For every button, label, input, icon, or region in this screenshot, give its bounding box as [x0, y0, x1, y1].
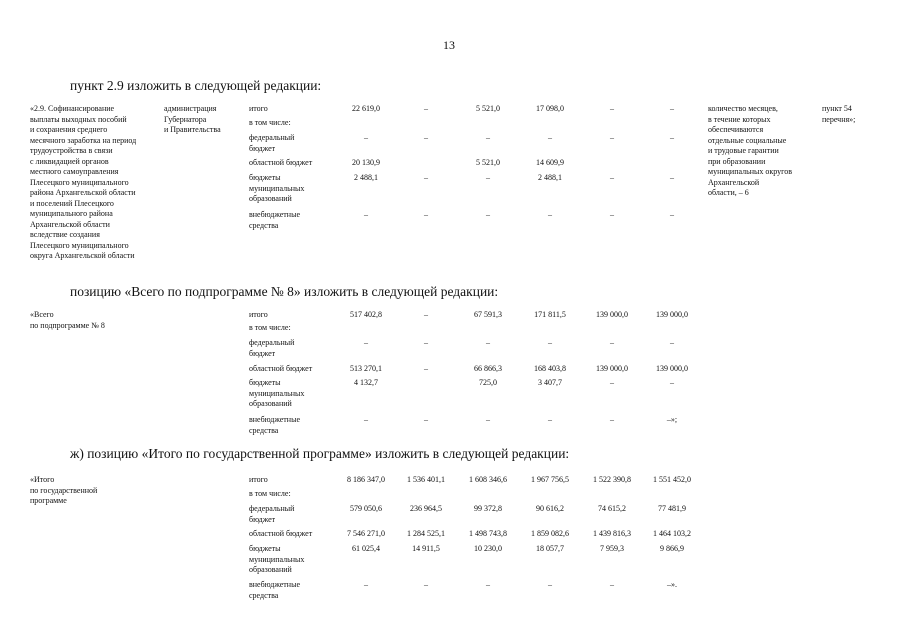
table-cell: –: [424, 104, 428, 113]
table-cell: 1 859 082,6: [531, 529, 569, 538]
table-cell: –: [610, 173, 614, 182]
row-label: в том числе:: [249, 323, 291, 332]
table-cell: 2 488,1: [538, 173, 562, 182]
table-cell: –: [364, 415, 368, 424]
table-cell: 139 000,0: [596, 364, 628, 373]
table-cell: 18 057,7: [536, 544, 564, 553]
program-item-description: «Итого по государственной программе: [30, 475, 98, 505]
table-cell: –: [670, 104, 674, 113]
table-cell: –: [610, 133, 614, 142]
table-cell: –: [424, 580, 428, 589]
table-cell: –: [670, 378, 674, 387]
table-cell: –: [364, 580, 368, 589]
table-cell: –: [670, 210, 674, 219]
table-cell: –: [486, 173, 490, 182]
row-label: областной бюджет: [249, 158, 313, 167]
table-cell: –».: [667, 580, 677, 589]
program-item-description: «Всего по подпрограмме № 8: [30, 310, 105, 330]
table-cell: 90 616,2: [536, 504, 564, 513]
table-cell: –: [364, 210, 368, 219]
table-cell: –: [548, 133, 552, 142]
table-cell: –: [610, 415, 614, 424]
row-label: бюджеты муниципальных образований: [249, 173, 305, 203]
table-cell: 1 967 756,5: [531, 475, 569, 484]
table-cell: 3 407,7: [538, 378, 562, 387]
table-cell: 2 488,1: [354, 173, 378, 182]
table-cell: –: [670, 338, 674, 347]
table-cell: –: [486, 133, 490, 142]
table-cell: 579 050,6: [350, 504, 382, 513]
table-cell: 4 132,7: [354, 378, 378, 387]
table-cell: 5 521,0: [476, 104, 500, 113]
row-label: внебюджетные средства: [249, 210, 300, 230]
table-cell: 139 000,0: [596, 310, 628, 319]
table-cell: 725,0: [479, 378, 497, 387]
table-cell: 14 609,9: [536, 158, 564, 167]
table-cell: 1 536 401,1: [407, 475, 445, 484]
table-cell: –: [670, 133, 674, 142]
table-cell: –: [424, 364, 428, 373]
table-cell: –: [548, 580, 552, 589]
table-cell: –»;: [666, 415, 678, 424]
row-label: внебюджетные средства: [249, 415, 300, 435]
table-cell: 1 284 525,1: [407, 529, 445, 538]
table-cell: 67 591,3: [474, 310, 502, 319]
table-cell: 17 098,0: [536, 104, 564, 113]
table-cell: –: [610, 580, 614, 589]
table-cell: 99 372,8: [474, 504, 502, 513]
row-label: итого: [249, 104, 268, 113]
section-heading: ж) позицию «Итого по государственной программе» изложить в следующей редакции:: [70, 446, 570, 461]
table-cell: –: [486, 210, 490, 219]
table-cell: 139 000,0: [656, 310, 688, 319]
row-label: бюджеты муниципальных образований: [249, 378, 305, 408]
table-cell: –: [610, 378, 614, 387]
table-cell: –: [424, 173, 428, 182]
table-cell: –: [548, 210, 552, 219]
table-cell: 74 615,2: [598, 504, 626, 513]
table-cell: –: [364, 133, 368, 142]
responsible-executor: администрация Губернатора и Правительства: [164, 104, 221, 134]
page-number: 13: [443, 38, 455, 52]
table-cell: 1 439 816,3: [593, 529, 631, 538]
table-cell: 517 402,8: [350, 310, 382, 319]
table-cell: –: [424, 210, 428, 219]
table-cell: 61 025,4: [352, 544, 380, 553]
table-cell: 77 481,9: [658, 504, 686, 513]
table-cell: –: [610, 338, 614, 347]
section-heading: позицию «Всего по подпрограмме № 8» изложить в следующей редакции:: [70, 284, 499, 299]
table-cell: 20 130,9: [352, 158, 380, 167]
table-cell: –: [424, 338, 428, 347]
row-label: итого: [249, 475, 268, 484]
table-cell: –: [548, 338, 552, 347]
section-heading: пункт 2.9 изложить в следующей редакции:: [70, 78, 322, 93]
table-cell: 513 270,1: [350, 364, 382, 373]
table-cell: 5 521,0: [476, 158, 500, 167]
table-cell: –: [670, 173, 674, 182]
row-label: областной бюджет: [249, 529, 313, 538]
table-cell: –: [486, 580, 490, 589]
table-cell: –: [548, 415, 552, 424]
indicator-description: количество месяцев, в течение которых обеспечиваются отдельные социальные и трудовые гарантии при образовании муниципальных округов Архангельской области, – 6: [708, 104, 793, 197]
table-cell: 1 464 103,2: [653, 529, 691, 538]
table-cell: 7 959,3: [600, 544, 624, 553]
table-cell: –: [424, 310, 428, 319]
table-cell: 1 551 452,0: [653, 475, 691, 484]
program-item-description: «2.9. Софинансирование выплаты выходных пособий и сохранения среднего месячного заработка на период трудоустройства в связи с ликвидацией органов местного самоуправления Плесецкого муниципального района Архангельской области и поселений Плесецкого муниципального района Архангельской области вследствие создания Плесецкого муниципального округа Архангельской области: [30, 104, 137, 260]
table-cell: 139 000,0: [656, 364, 688, 373]
row-label: бюджеты муниципальных образований: [249, 544, 305, 574]
row-label: федеральный бюджет: [249, 504, 295, 524]
row-label: внебюджетные средства: [249, 580, 300, 600]
table-cell: 9 866,9: [660, 544, 684, 553]
table-cell: –: [610, 210, 614, 219]
row-label: федеральный бюджет: [249, 133, 295, 153]
table-cell: –: [424, 133, 428, 142]
row-label: в том числе:: [249, 489, 291, 498]
row-label: федеральный бюджет: [249, 338, 295, 358]
table-cell: –: [486, 415, 490, 424]
table-cell: –: [486, 338, 490, 347]
table-cell: –: [424, 415, 428, 424]
table-cell: 7 546 271,0: [347, 529, 385, 538]
table-cell: 66 866,3: [474, 364, 502, 373]
table-cell: 14 911,5: [412, 544, 440, 553]
row-label: в том числе:: [249, 118, 291, 127]
row-label: областной бюджет: [249, 364, 313, 373]
table-cell: –: [364, 338, 368, 347]
table-cell: –: [610, 104, 614, 113]
table-cell: 168 403,8: [534, 364, 566, 373]
table-cell: 1 498 743,8: [469, 529, 507, 538]
table-cell: 8 186 347,0: [347, 475, 385, 484]
reference-link: пункт 54 перечня»;: [822, 104, 856, 124]
table-cell: 1 522 390,8: [593, 475, 631, 484]
table-cell: 22 619,0: [352, 104, 380, 113]
table-cell: 171 811,5: [534, 310, 566, 319]
row-label: итого: [249, 310, 268, 319]
table-cell: 236 964,5: [410, 504, 442, 513]
table-cell: 10 230,0: [474, 544, 502, 553]
table-cell: 1 608 346,6: [469, 475, 507, 484]
